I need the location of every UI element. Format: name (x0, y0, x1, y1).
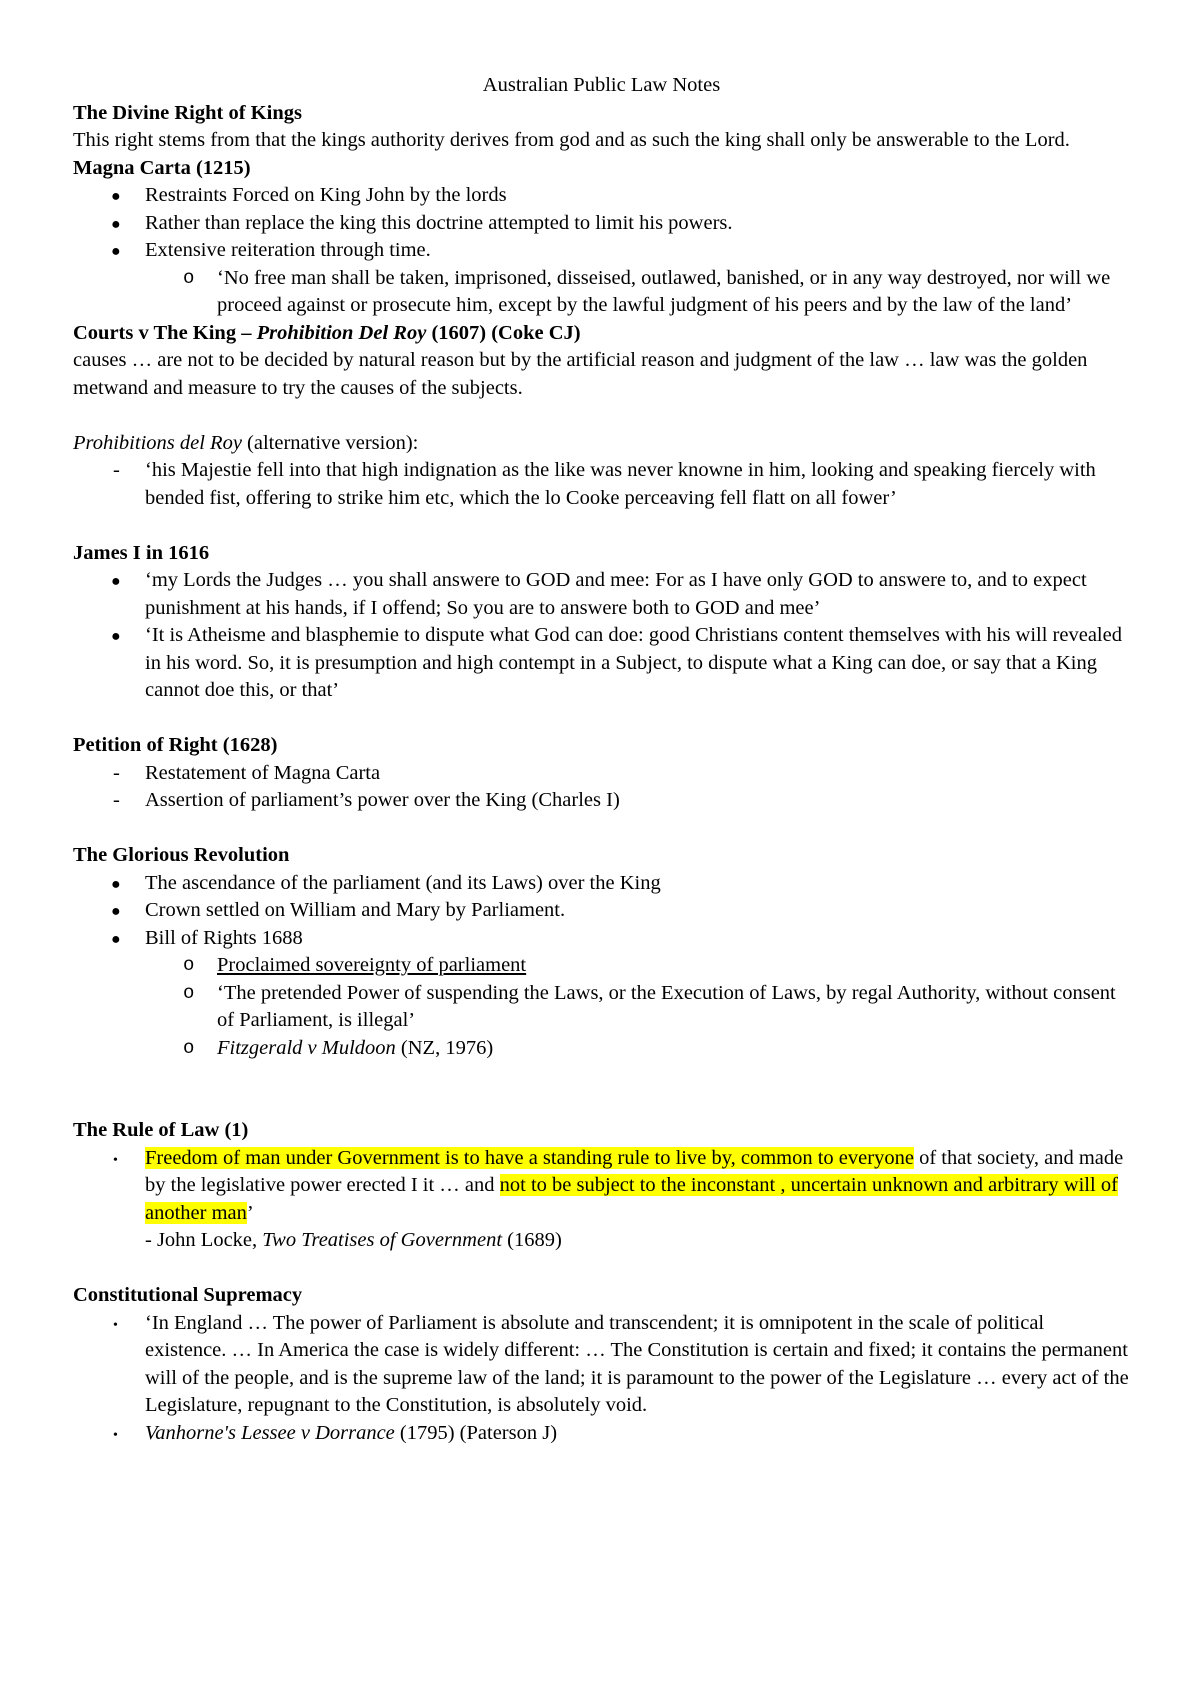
list-item: - ‘his Majestie fell into that high indignation as the like was never knowne in him, looking and speaking fiercely with bended fist, offering to strike him etc, which the lo Cooke perceaving fell flatt on all fower’ (113, 459, 1096, 509)
list-item: • Freedom of man under Government is to have a standing rule to live by, common to everyone of that society, and made by the legislative power erected I it … and not to be subject to the inconstant , uncertain unknown and arbitrary will of another man’ - John Locke, Two Treatises of Government (1689) (113, 1146, 1124, 1251)
bullet-icon: ● (111, 215, 121, 233)
courts-text: causes … are not to be decided by natural reason but by the artificial reason and judgment of the law … law was the golden metwand and measure to try the causes of the subjects. (73, 349, 1088, 399)
heading-magna-carta: Magna Carta (1215) (73, 156, 251, 179)
divine-right-text: This right stems from that the kings authority derives from god and as such the king shall only be answerable to the Lord. (73, 129, 1070, 151)
dash-bullet-icon: - (113, 459, 120, 481)
list-item: ● ‘It is Atheisme and blasphemie to dispute what God can doe: good Christians content themselves with his will revealed in his word. So, it is presumption and high contempt in a Subject, to dispute what a King can doe, or say that a King cannot doe this, or that’ (111, 624, 1122, 701)
magna-carta-list (73, 182, 1130, 320)
list-item: ● Crown settled on William and Mary by Parliament. (73, 897, 1130, 925)
heading-constitutional-supremacy: Constitutional Supremacy (73, 1284, 303, 1306)
bullet-icon: ● (111, 628, 121, 645)
list-item: ● The ascendance of the parliament (and its Laws) over the King (73, 870, 1130, 898)
bullet-icon: ● (111, 243, 121, 260)
list-item: o Fitzgerald v Muldoon (NZ, 1976) (73, 1035, 1130, 1063)
rule-of-law-list (73, 1145, 1130, 1255)
alt-version-label: Prohibitions del Roy (alternative version): (73, 431, 419, 454)
bullet-icon: • (113, 1427, 118, 1443)
james-list (73, 567, 1130, 705)
list-item: ● Rather than replace the king this doctrine attempted to limit his powers. (73, 210, 1130, 238)
alt-version-list (73, 457, 1130, 512)
list-item: ● ‘my Lords the Judges … you shall answere to GOD and mee: For as I have only GOD to answere to, and to expect punishment at his hands, if I offend; So you are to answere both to GOD and mee’ (111, 569, 1087, 619)
dash-bullet-icon: - (113, 761, 120, 784)
document-title: Australian Public Law Notes (482, 74, 721, 96)
list-item: o ‘The pretended Power of suspending the Laws, or the Execution of Laws, by regal Authority, without consent of Parliament, is illegal’ (183, 981, 1116, 1031)
bullet-icon: ● (111, 188, 121, 205)
dash-bullet-icon: - (113, 789, 120, 811)
circle-bullet-icon: o (183, 981, 195, 1004)
bullet-icon: • (113, 1317, 118, 1333)
bullet-icon: • (113, 1152, 118, 1168)
glorious-list (73, 870, 1130, 1063)
circle-bullet-icon: o (183, 954, 195, 976)
list-item: ● Bill of Rights 1688 (73, 925, 1130, 953)
list-item: • Vanhorne's Lessee v Dorrance (1795) (Paterson J) (73, 1420, 1130, 1448)
heading-divine-right: The Divine Right of Kings (73, 101, 302, 124)
list-item: • ‘In England … The power of Parliament is absolute and transcendent; it is omnipotent in the scale of political existence. … In America the case is widely different: … The Constitution is certain and fixed; it contains the permanent will of the people, and is the supreme law of the land; it is paramount to the power of the Legislature … every act of the Legislature, repugnant to the Constitution, is absolutely void. (113, 1311, 1129, 1416)
heading-petition-of-right: Petition of Right (1628) (73, 734, 278, 756)
heading-rule-of-law: The Rule of Law (1) (73, 1119, 249, 1141)
bullet-icon: ● (111, 875, 121, 893)
highlighted-text: not to be subject to the inconstant , uncertain unknown and arbitrary will of another man (145, 1174, 1118, 1224)
bullet-icon: ● (111, 573, 121, 590)
petition-list (73, 760, 1130, 815)
list-item: - Restatement of Magna Carta (73, 760, 1130, 788)
constitutional-list (73, 1310, 1130, 1448)
bullet-icon: ● (111, 903, 121, 920)
list-item: - Assertion of parliament’s power over the King (Charles I) (73, 787, 1130, 815)
circle-bullet-icon: o (183, 1036, 195, 1059)
list-item: o Proclaimed sovereignty of parliament (73, 952, 1130, 980)
list-item: ● Restraints Forced on King John by the lords (73, 182, 1130, 210)
heading-james-i: James I in 1616 (73, 541, 210, 564)
list-item: o ‘No free man shall be taken, imprisoned, disseised, outlawed, banished, or in any way destroyed, nor will we proceed against or prosecute him, except by the lawful judgment of his peers and by the law of the land’ (183, 266, 1111, 316)
bullet-icon: ● (111, 930, 121, 948)
heading-glorious-revolution: The Glorious Revolution (73, 844, 290, 866)
circle-bullet-icon: o (183, 266, 195, 289)
list-item: ● Extensive reiteration through time. (73, 237, 1130, 265)
heading-courts-v-king: Courts v The King – Prohibition Del Roy (1607) (Coke CJ) (73, 321, 581, 344)
highlighted-text: Freedom of man under Government is to have a standing rule to live by, common to everyone (145, 1146, 914, 1169)
